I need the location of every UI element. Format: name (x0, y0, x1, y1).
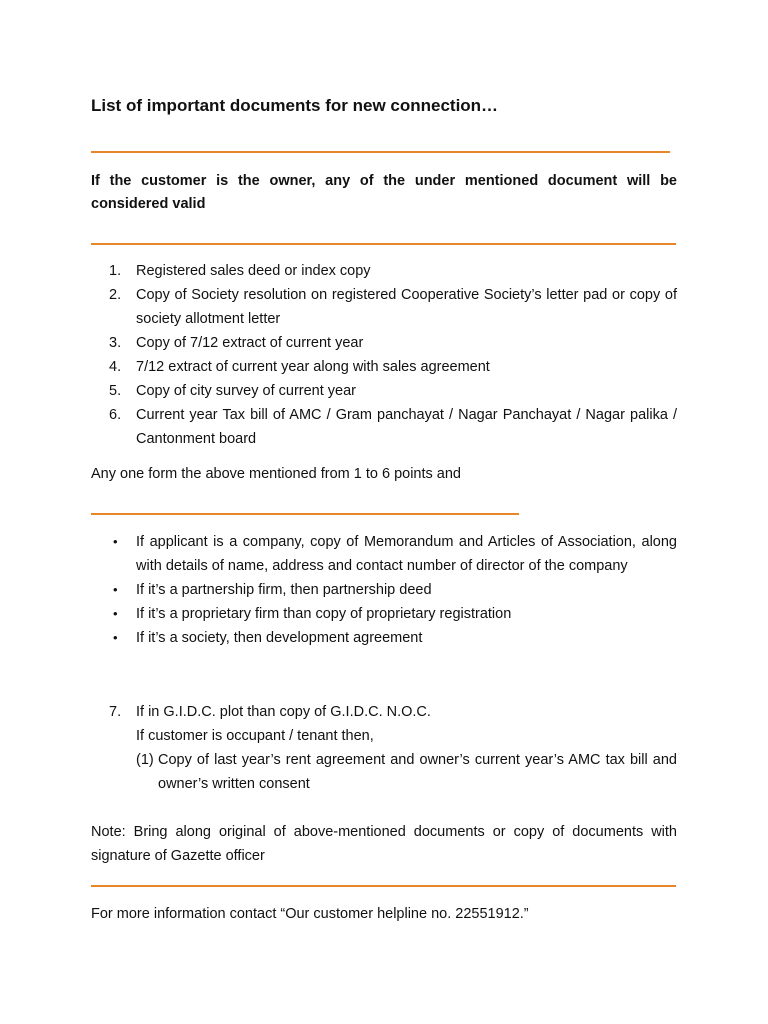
owner-heading: If the customer is the owner, any of the under mentioned document will be considered valid (91, 173, 677, 212)
orange-divider-3 (91, 513, 519, 515)
list-item: 4. 7/12 extract of current year along with sales agreement (109, 359, 490, 375)
list-item: 3. Copy of 7/12 extract of current year (109, 335, 364, 351)
bullet-icon: • (113, 534, 118, 549)
item-7-line-1: 7. If in G.I.D.C. plot than copy of G.I.D.C. N.O.C. (109, 704, 431, 720)
any-one-text: Any one form the above mentioned from 1 to 6 points and (91, 466, 461, 482)
list-item: 5. Copy of city survey of current year (109, 383, 356, 399)
orange-divider-2 (91, 243, 676, 245)
list-item: 6. Current year Tax bill of AMC / Gram panchayat / Nagar Panchayat / Nagar palika / Cantonment board (109, 407, 677, 447)
list-item: • If it’s a society, then development agreement (91, 626, 677, 650)
bullet-icon: • (113, 606, 118, 621)
applicant-documents-list (91, 530, 677, 650)
note-text: Note: Bring along original of above-mentioned documents or copy of documents with signature of Gazette officer (91, 824, 677, 864)
item-7-sub-item: (1) Copy of last year’s rent agreement and owner’s current year’s AMC tax bill and owner’s written consent (136, 752, 677, 792)
orange-divider-4 (91, 885, 676, 887)
list-item: • If it’s a proprietary firm than copy of proprietary registration (91, 602, 677, 626)
list-item: • If applicant is a company, copy of Memorandum and Articles of Association, along with details of name, address and contact number of director of the company (91, 530, 677, 578)
orange-divider-1 (91, 151, 670, 153)
list-item: 1. Registered sales deed or index copy (109, 263, 371, 279)
list-item: 2. Copy of Society resolution on registered Cooperative Society’s letter pad or copy of society allotment letter (109, 287, 677, 327)
bullet-icon: • (113, 582, 118, 597)
bullet-icon: • (113, 630, 118, 645)
document-title: List of important documents for new connection… (91, 96, 499, 115)
contact-text: For more information contact “Our customer helpline no. 22551912.” (91, 906, 529, 922)
owner-documents-list (91, 259, 677, 451)
item-7-line-2: If customer is occupant / tenant then, (136, 728, 374, 744)
item-7-block (91, 700, 677, 796)
list-item: • If it’s a partnership firm, then partnership deed (91, 578, 677, 602)
